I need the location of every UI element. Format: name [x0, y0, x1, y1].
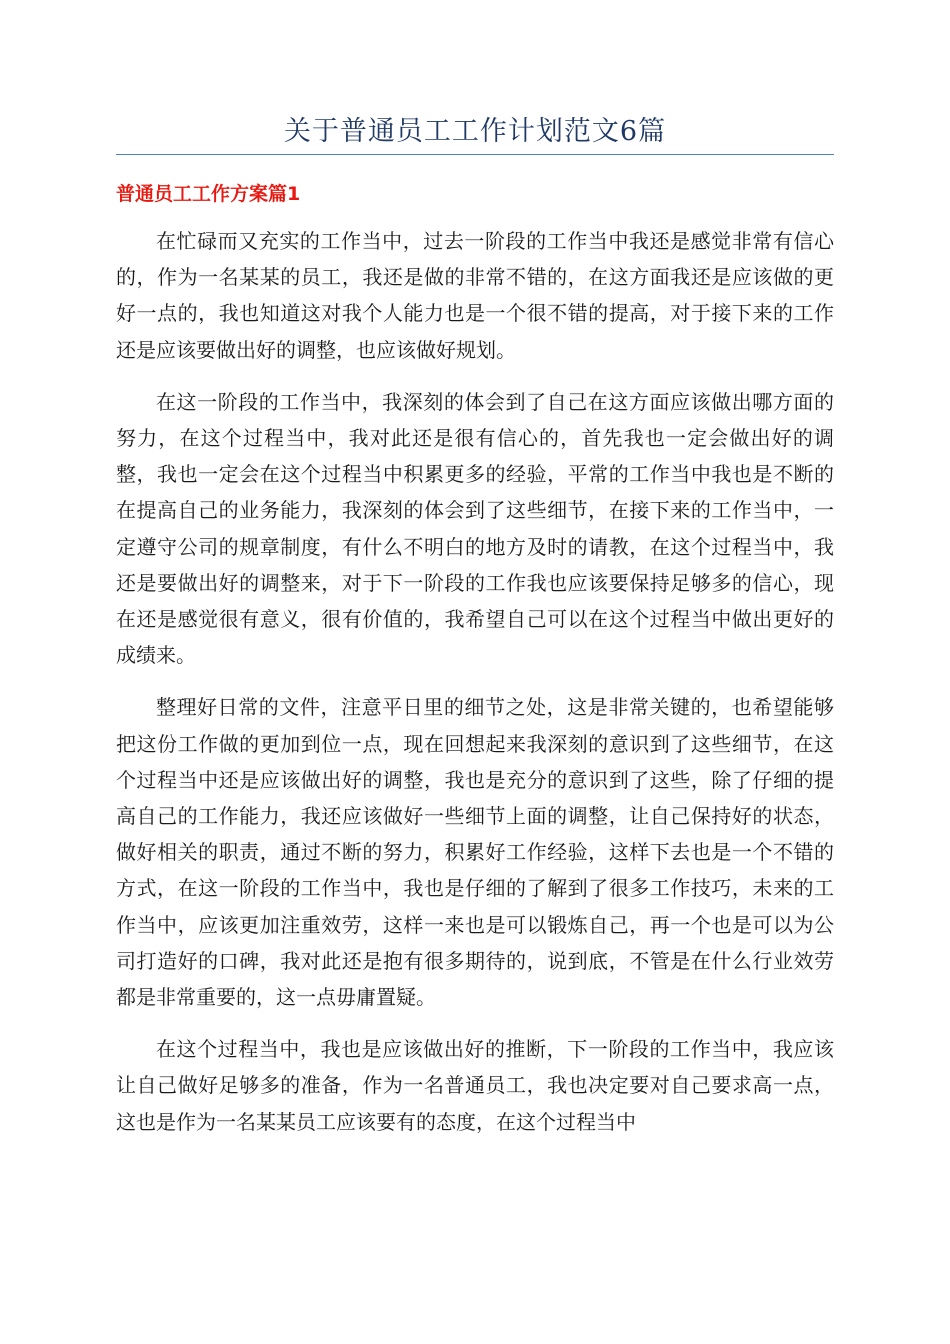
body-paragraph-4: 在这个过程当中，我也是应该做出好的推断，下一阶段的工作当中，我应该让自己做好足够多的准备，作为一名普通员工，我也决定要对自己要求高一点，这也是作为一名某某员工应该要有的态度，在这个过程当中 [116, 1037, 834, 1134]
section-heading: 普通员工工作方案篇1 [116, 183, 301, 205]
body-paragraph-2: 在这一阶段的工作当中，我深刻的体会到了自己在这方面应该做出哪方面的努力，在这个过程当中，我对此还是很有信心的，首先我也一定会做出好的调整，我也一定会在这个过程当中积累更多的经验，平常的工作当中我也是不断的在提高自己的业务能力，我深刻的体会到了这些细节，在接下来的工作当中，一定遵守公司的规章制度，有什么不明白的地方及时的请教，在这个过程当中，我还是要做出好的调整来，对于下一阶段的工作我也应该要保持足够多的信心，现在还是感觉很有意义，很有价值的，我希望自己可以在这个过程当中做出更好的成绩来。 [116, 389, 834, 668]
body-paragraph-3: 整理好日常的文件，注意平日里的细节之处，这是非常关键的，也希望能够把这份工作做的更加到位一点，现在回想起来我深刻的意识到了这些细节，在这个过程当中还是应该做出好的调整，我也是充分的意识到了这些，除了仔细的提高自己的工作能力，我还应该做好一些细节上面的调整，让自己保持好的状态，做好相关的职责，通过不断的努力，积累好工作经验，这样下去也是一个不错的方式，在这一阶段的工作当中，我也是仔细的了解到了很多工作技巧，未来的工作当中，应该更加注重效劳，这样一来也是可以锻炼自己，再一个也是可以为公司打造好的口碑，我对此还是抱有很多期待的，说到底，不管是在什么行业效劳都是非常重要的，这一点毋庸置疑。 [116, 695, 834, 1010]
body-paragraph-1: 在忙碌而又充实的工作当中，过去一阶段的工作当中我还是感觉非常有信心的，作为一名某某的员工，我还是做的非常不错的，在这方面我还是应该做的更好一点的，我也知道这对我个人能力也是一个很不错的提高，对于接下来的工作还是应该要做出好的调整，也应该做好规划。 [116, 229, 834, 362]
document-title: 关于普通员工工作计划范文6篇 [283, 116, 667, 147]
document-body [116, 223, 834, 1156]
title-underline-rule [116, 154, 834, 155]
